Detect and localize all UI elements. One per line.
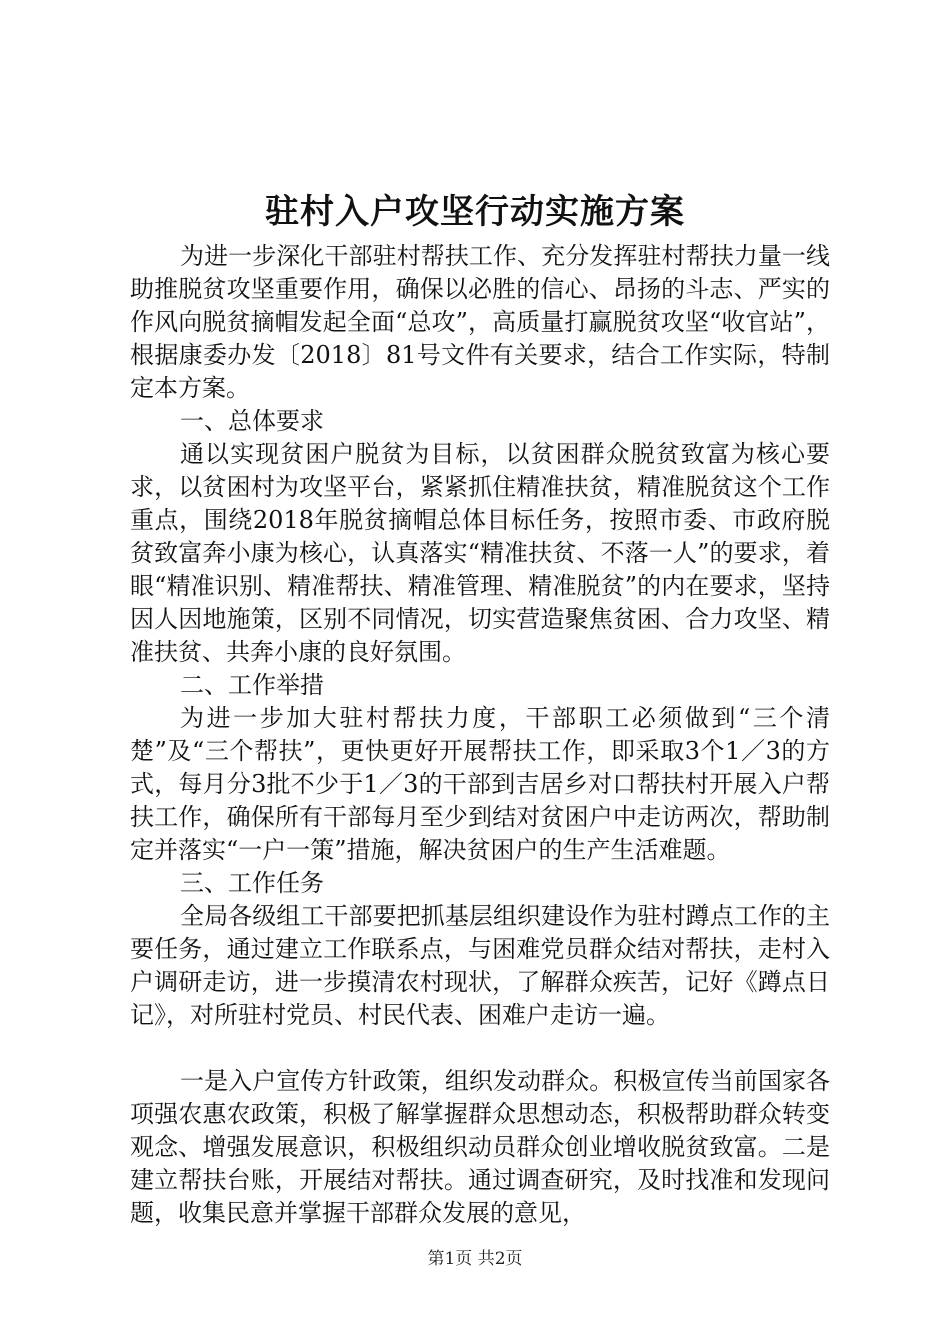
document-title: 驻村入户攻坚行动实施方案 xyxy=(265,192,685,232)
section-2-paragraph: 为进一步加大驻村帮扶力度，干部职工必须做到“三个清楚”及“三个帮扶”，更快更好开展帮扶工作，即采取3个1／3的方式，每月分3批不少于1／3的干部到吉居乡对口帮扶村开展入户帮扶工作，确保所有干部每月至少到结对贫困户中走访两次，帮助制定并落实“一户一策”措施，解决贫困户的生产生活难题。 xyxy=(130,704,830,864)
section-3-item-paragraph: 一是入户宣传方针政策，组织发动群众。积极宣传当前国家各项强农惠农政策，积极了解掌握群众思想动态，积极帮助群众转变观念、增强发展意识，积极组织动员群众创业增收脱贫致富。二是建立帮扶台账，开展结对帮扶。通过调查研究，及时找准和发现问题，收集民意并掌握干部群众发展的意见， xyxy=(130,1067,830,1227)
intro-paragraph: 为进一步深化干部驻村帮扶工作、充分发挥驻村帮扶力量一线助推脱贫攻坚重要作用，确保以必胜的信心、昂扬的斗志、严实的作风向脱贫摘帽发起全面“总攻”，高质量打赢脱贫攻坚“收官站”，根据康委办发〔2018〕81号文件有关要求，结合工作实际，特制定本方案。 xyxy=(130,242,830,402)
paragraph-gap xyxy=(130,1032,830,1065)
section-3-heading: 三、工作任务 xyxy=(180,869,324,897)
section-1-paragraph: 通以实现贫困户脱贫为目标，以贫困群众脱贫致富为核心要求，以贫困村为攻坚平台，紧紧抓住精准扶贫，精准脱贫这个工作重点，围绕2018年脱贫摘帽总体目标任务，按照市委、市政府脱贫致富奔小康为核心，认真落实“精准扶贫、不落一人”的要求，着眼“精准识别、精准帮扶、精准管理、精准脱贫”的内在要求，坚持因人因地施策，区别不同情况，切实营造聚焦贫困、合力攻坚、精准扶贫、共奔小康的良好氛围。 xyxy=(130,440,830,666)
section-1-heading: 一、总体要求 xyxy=(180,407,324,435)
section-3-paragraph: 全局各级组工干部要把抓基层组织建设作为驻村蹲点工作的主要任务，通过建立工作联系点，与困难党员群众结对帮扶，走村入户调研走访，进一步摸清农村现状，了解群众疾苦，记好《蹲点日记》，对所驻村党员、村民代表、困难户走访一遍。 xyxy=(130,902,830,1029)
section-2-heading: 二、工作举措 xyxy=(180,671,324,699)
page-footer: 第1页 共2页 xyxy=(427,1249,523,1269)
document-body xyxy=(130,240,830,1230)
